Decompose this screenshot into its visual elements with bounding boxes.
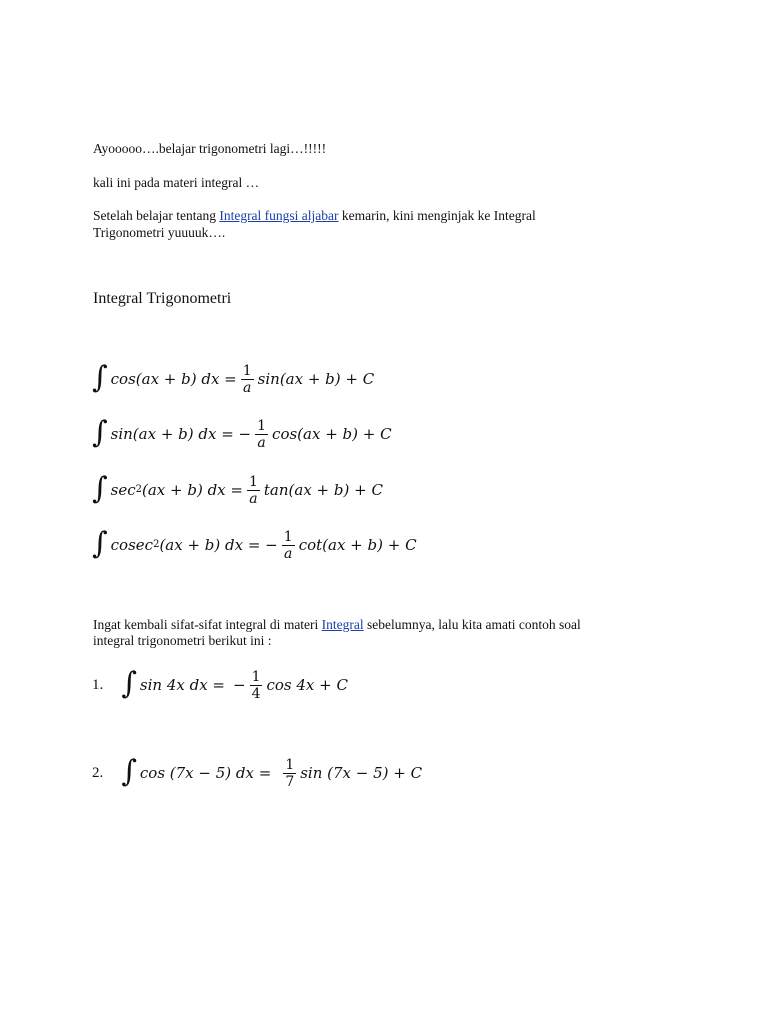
fraction-numerator: 1 [248,473,258,490]
integral-sign-icon: ∫ [121,754,137,789]
intro-text-after-link: kemarin, kini menginjak ke Integral [338,208,536,223]
integral-sign-icon: ∫ [121,666,137,701]
example-integrand: cos (7x − 5) dx = [139,764,272,782]
formula-fraction [241,364,254,395]
formula-result: sin(ax + b) + C [257,370,375,388]
example-2 [92,753,422,793]
formula-integrand-pre: sec [110,481,136,499]
integral-link[interactable]: Integral [321,617,364,632]
example-integrand: sin 4x dx = [139,676,225,694]
formula-fraction [255,419,268,450]
example-result: cos 4x + C [266,676,348,694]
fraction-denominator: a [243,379,252,396]
intro-line-2: kali ini pada materi integral … [93,175,260,190]
integral-sign-icon: ∫ [92,360,108,395]
formula-integrand-post: (ax + b) dx = [142,481,243,499]
fraction-numerator: 1 [283,528,293,545]
fraction-denominator: 4 [251,685,261,702]
recall-text-after-link: sebelumnya, lalu kita amati contoh soal [363,617,581,632]
section-heading: Integral Trigonometri [93,290,232,307]
formula-result: cos(ax + b) + C [272,425,392,443]
recall-paragraph-line-1 [93,616,581,633]
intro-line-1: Ayooooo….belajar trigonometri lagi…!!!!! [93,141,327,156]
integral-sign-icon: ∫ [92,526,108,561]
fraction-denominator: a [249,490,258,507]
fraction-numerator: 1 [285,756,295,773]
formula-result: cot(ax + b) + C [298,536,417,554]
formula-integrand-pre: cosec [110,536,154,554]
integral-sign-icon: ∫ [92,471,108,506]
example-fraction [250,670,263,701]
intro-paragraph-line-2: Trigonometri yuuuuk…. [93,225,226,240]
intro-paragraph-line-1 [93,207,536,224]
fraction-numerator: 1 [251,668,261,685]
recall-paragraph-line-2: integral trigonometri berikut ini : [93,633,272,648]
fraction-numerator: 1 [257,417,267,434]
formula-fraction [282,530,295,561]
formula-integrand-post: (ax + b) dx = − [159,536,278,554]
formula-cos [92,359,374,399]
fraction-numerator: 1 [242,362,252,379]
fraction-denominator: a [257,434,266,451]
formula-integrand: sin(ax + b) dx = − [110,425,252,443]
integral-fungsi-aljabar-link[interactable]: Integral fungsi aljabar [219,208,339,223]
example-result: sin (7x − 5) + C [300,764,423,782]
formula-cosec: ∫ cosec 2 (ax + b) dx = − $\frac{1}{a}$ cot(ax + b) + C [92,526,417,562]
example-number: 1. [92,676,104,693]
formula-sec: ∫ sec 2 (ax + b) dx = $\frac{1}{a}$ tan(ax + b) + C [92,471,383,507]
recall-text-before-link: Ingat kembali sifat-sifat integral di materi [93,617,322,632]
example-fraction [283,758,296,789]
example-1 [92,665,348,705]
formula-sin [92,414,392,454]
formula-integrand: cos(ax + b) dx = [110,370,237,388]
example-number: 2. [92,764,104,781]
intro-text-before-link: Setelah belajar tentang [93,208,220,223]
fraction-denominator: 7 [285,773,295,790]
formula-result: tan(ax + b) + C [263,481,383,499]
fraction-denominator: a [284,545,293,562]
integral-sign-icon: ∫ [92,415,108,450]
example-sign: − [232,676,246,694]
formula-fraction [247,475,260,506]
